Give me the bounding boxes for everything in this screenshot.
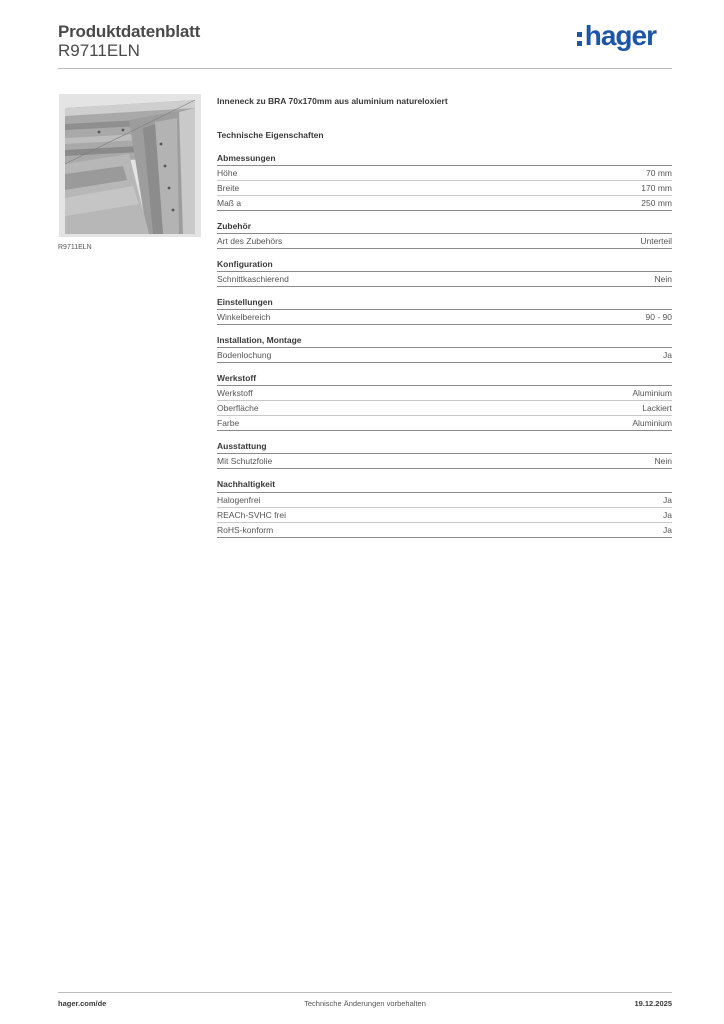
section-title: Konfiguration	[217, 259, 672, 272]
property-value: Aluminium	[632, 388, 672, 398]
section-title: Ausstattung	[217, 441, 672, 454]
property-rows	[217, 492, 672, 538]
product-details	[217, 94, 672, 538]
property-value: Nein	[654, 456, 672, 466]
section-title: Nachhaltigkeit	[217, 479, 276, 489]
property-value: Aluminium	[632, 418, 672, 428]
property-row	[217, 523, 672, 538]
property-value: Ja	[663, 510, 672, 520]
property-value: 170 mm	[641, 183, 672, 193]
footer-divider	[58, 992, 672, 993]
technical-properties-heading: Technische Eigenschaften	[217, 130, 324, 140]
page-header	[58, 20, 672, 68]
property-rows	[217, 348, 672, 363]
property-label: Schnittkaschierend	[217, 274, 289, 284]
logo-colon-icon	[577, 32, 582, 46]
property-row	[217, 386, 672, 401]
property-rows	[217, 272, 672, 287]
property-row	[217, 348, 672, 363]
property-label: Mit Schutzfolie	[217, 456, 273, 466]
section-title: Installation, Montage	[217, 335, 672, 348]
page-footer	[58, 999, 672, 1011]
property-rows	[217, 454, 672, 469]
property-rows	[217, 166, 672, 211]
property-label: Bodenlochung	[217, 350, 272, 360]
property-value: Nein	[654, 274, 672, 284]
section-title: Zubehör	[217, 221, 672, 234]
section-title: Abmessungen	[217, 153, 672, 166]
property-section	[217, 221, 672, 249]
property-label: Halogenfrei	[217, 495, 261, 505]
property-label: RoHS-konform	[217, 525, 274, 535]
property-value: Ja	[663, 350, 672, 360]
product-number: R9711ELN	[58, 41, 140, 60]
property-row	[217, 508, 672, 523]
property-label: Farbe	[217, 418, 240, 428]
property-section	[217, 441, 672, 469]
logo-wordmark: hager	[584, 20, 656, 51]
property-rows	[217, 310, 672, 325]
properties-sections	[217, 153, 672, 538]
property-label: Höhe	[217, 168, 238, 178]
image-caption: R9711ELN	[58, 244, 92, 251]
property-label: REACh-SVHC frei	[217, 510, 286, 520]
section-title: Werkstoff	[217, 373, 672, 386]
property-row	[217, 166, 672, 181]
property-label: Art des Zubehörs	[217, 236, 283, 246]
property-label: Winkelbereich	[217, 312, 271, 322]
hager-logo	[577, 20, 656, 52]
header-divider	[58, 68, 672, 69]
property-value: 250 mm	[641, 198, 672, 208]
property-value: Unterteil	[640, 236, 672, 246]
property-value: 70 mm	[646, 168, 672, 178]
property-rows	[217, 234, 672, 249]
property-row	[217, 272, 672, 287]
property-value: Lackiert	[642, 403, 672, 413]
property-row	[217, 310, 672, 325]
property-label: Maß a	[217, 198, 242, 208]
property-label: Werkstoff	[217, 388, 253, 398]
property-section	[217, 259, 672, 287]
footer-website: hager.com/de	[58, 999, 107, 1008]
property-section	[217, 297, 672, 325]
property-section	[217, 335, 672, 363]
property-row	[217, 401, 672, 416]
product-image	[59, 94, 201, 237]
property-section	[217, 479, 672, 538]
property-section	[217, 373, 672, 431]
property-value: Ja	[663, 525, 672, 535]
property-row	[217, 416, 672, 431]
property-rows	[217, 386, 672, 431]
property-label: Breite	[217, 183, 240, 193]
property-row	[217, 196, 672, 211]
document-title: Produktdatenblatt	[58, 22, 201, 41]
property-row	[217, 454, 672, 469]
property-row	[217, 181, 672, 196]
footer-date: 19.12.2025	[634, 999, 672, 1008]
property-section	[217, 153, 672, 211]
section-title: Einstellungen	[217, 297, 672, 310]
product-description: Inneneck zu BRA 70x170mm aus aluminium natureloxiert	[217, 96, 448, 106]
property-value: 90 - 90	[645, 312, 672, 322]
footer-notice: Technische Änderungen vorbehalten	[304, 999, 426, 1008]
property-row	[217, 234, 672, 249]
property-label: Oberfläche	[217, 403, 259, 413]
property-row	[217, 493, 672, 508]
property-value: Ja	[663, 495, 672, 505]
